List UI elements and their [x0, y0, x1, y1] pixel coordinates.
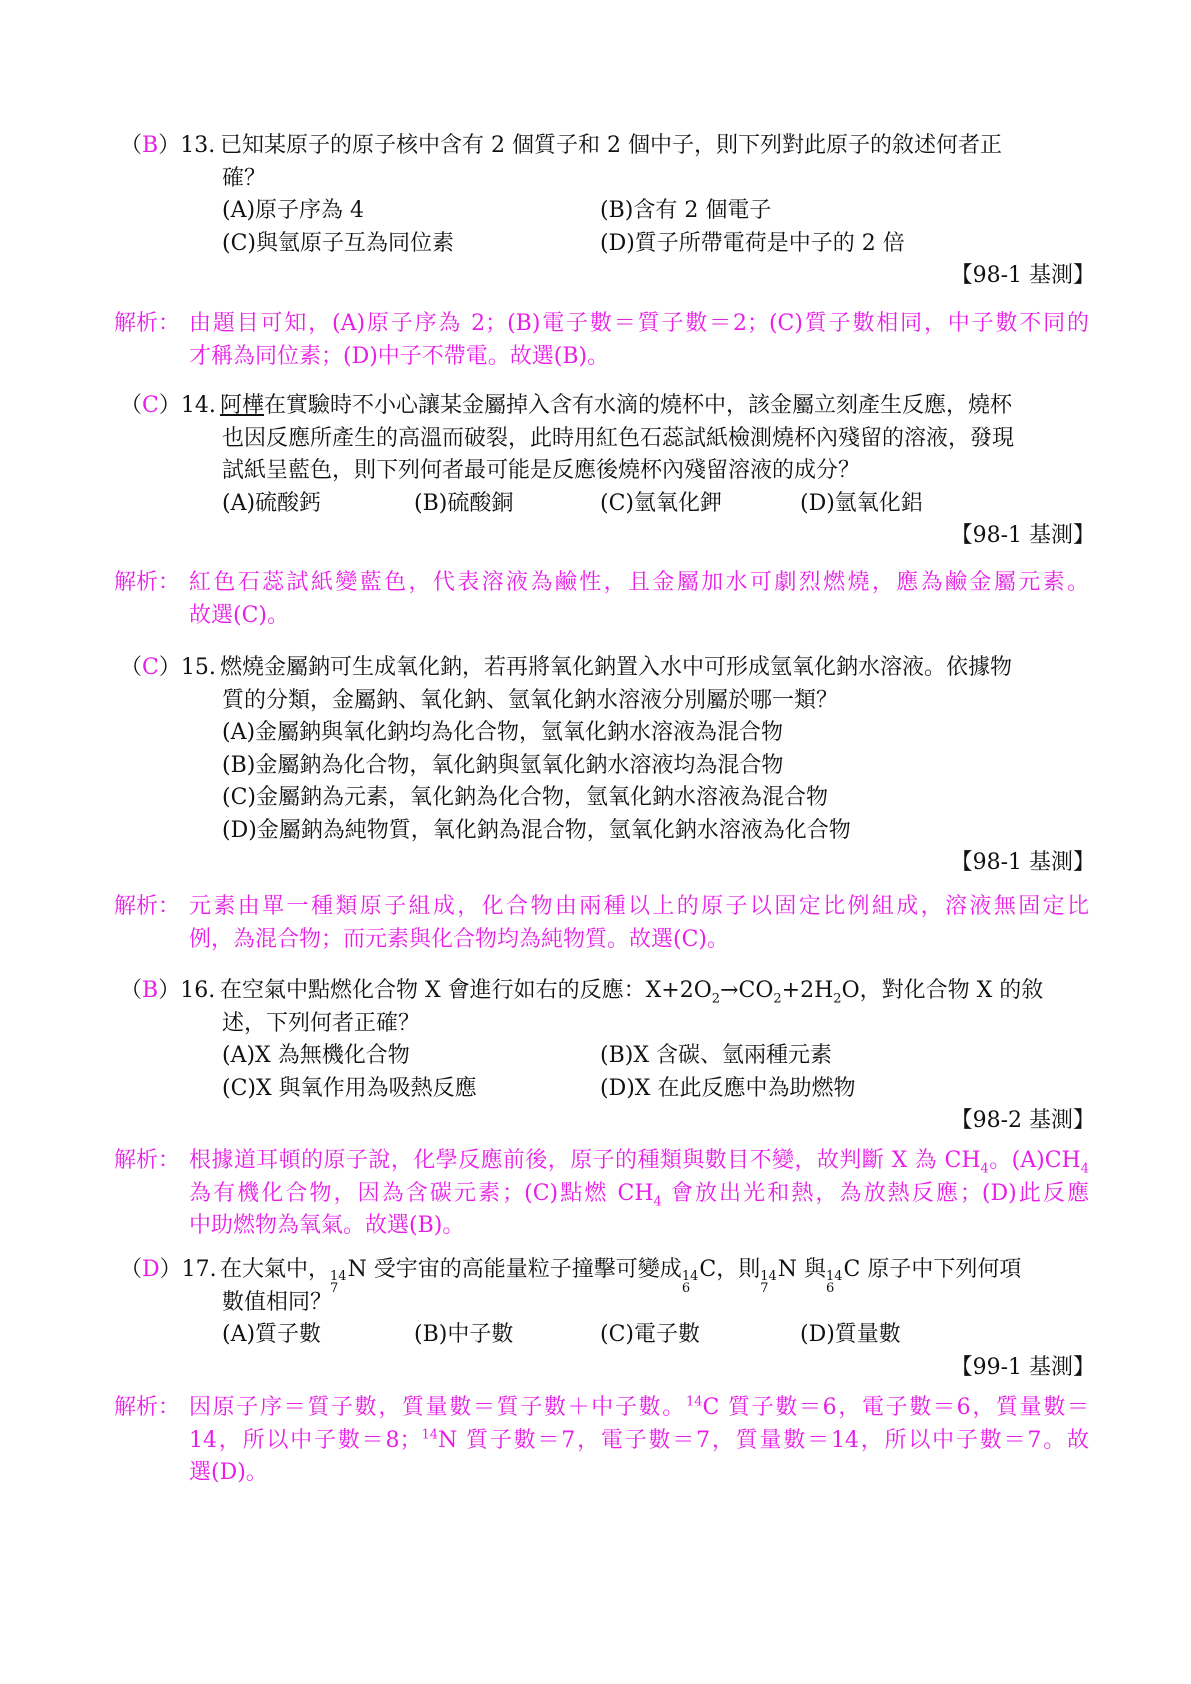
explanation-text	[189, 1457, 1089, 1490]
answer-paren: （C）15.	[120, 655, 216, 680]
text-run: N 質子數＝7，電子數＝7，質量數＝14，所以中子數＝7。故	[438, 1427, 1089, 1453]
explanation-line	[114, 1392, 1089, 1425]
text-run: 故選(C)。	[189, 602, 289, 628]
text-run: 為有機化合物，因為含碳元素；(C)點燃 CH	[189, 1180, 654, 1206]
explanation-line	[114, 924, 1089, 957]
question-number: 14.	[180, 393, 216, 418]
answer-paren: （B）13.	[120, 133, 216, 158]
explanation-text	[189, 567, 1089, 600]
mass-number: 14	[681, 1269, 699, 1284]
explanation-label: 解析：	[114, 894, 181, 919]
explanation-text	[189, 600, 1089, 633]
mass-number: 14	[760, 1269, 777, 1284]
exam-source: 【98-1 基測】	[950, 263, 1095, 288]
subscript: 4	[1080, 1161, 1089, 1177]
superscript: 14	[685, 1394, 703, 1410]
option-c: (C)X 與氧作用為吸熱反應	[222, 1075, 477, 1101]
text-run: 質的分類，金屬鈉、氧化鈉、氫氧化鈉水溶液分別屬於哪一類？	[222, 687, 839, 713]
explanation-label: 解析：	[114, 1395, 181, 1420]
question-number: 16.	[180, 978, 216, 1003]
option-b: (B)金屬鈉為化合物，氧化鈉與氫氧化鈉水溶液均為混合物	[222, 752, 784, 778]
answer-paren: （C）14.	[120, 393, 216, 418]
question-number: 13.	[180, 133, 216, 158]
text-run: 確？	[222, 165, 267, 191]
answer-letter: B	[142, 133, 159, 158]
atomic-number: 6	[826, 1281, 835, 1296]
answer-letter: D	[142, 1257, 160, 1282]
text-run: C 原子中下列何項	[843, 1257, 1022, 1282]
text-run: 根據道耳頓的原子說，化學反應前後，原子的種類與數目不變，故判斷 X 為 CH	[189, 1148, 981, 1173]
text-run: 才稱為同位素；(D)中子不帶電。故選(B)。	[189, 343, 610, 369]
option-d: (D)質子所帶電荷是中子的 2 倍	[600, 230, 905, 256]
question-block	[120, 975, 1095, 1138]
text-run: +2H	[781, 978, 834, 1003]
explanation-text	[189, 1392, 1089, 1425]
text-run: 在空氣中點燃化合物 X 會進行如右的反應：X+2O	[220, 978, 712, 1003]
question-line	[120, 455, 1095, 488]
explanation-text	[189, 308, 1089, 341]
explanation-line	[114, 1425, 1089, 1458]
question-line	[120, 1254, 1095, 1296]
explanation-label: 解析：	[114, 570, 181, 595]
text-run: C 質子數＝6，電子數＝6，質量數＝	[702, 1395, 1089, 1420]
option-b: (B)含有 2 個電子	[600, 198, 772, 223]
question-number: 17.	[181, 1257, 217, 1282]
explanation-line	[114, 1145, 1089, 1178]
explanation-text	[189, 891, 1089, 924]
option-d: (D)質量數	[800, 1322, 901, 1347]
explanation-block	[114, 567, 1089, 632]
text-run: N 受宇宙的高能量粒子撞擊可變成	[347, 1257, 682, 1282]
question-line	[120, 163, 1095, 196]
text-run: 14，所以中子數＝8；	[189, 1427, 422, 1453]
atomic-number: 6	[681, 1281, 691, 1296]
question-line	[120, 130, 1095, 163]
question-block	[120, 652, 1095, 880]
question-text	[220, 390, 1012, 423]
explanation-label: 解析：	[114, 311, 181, 336]
explanation-block	[114, 1145, 1089, 1243]
answer-letter: C	[142, 655, 159, 680]
options-row	[120, 1073, 1095, 1106]
atomic-number: 7	[330, 1281, 339, 1296]
text-run: 也因反應所產生的高溫而破裂，此時用紅色石蕊試紙檢測燒杯內殘留的溶液，發現	[222, 425, 1015, 451]
options-row	[120, 1319, 1095, 1352]
explanation-text	[189, 1210, 1089, 1243]
options-row	[120, 228, 1095, 261]
question-line	[120, 975, 1095, 1008]
option-b: (B)硫酸銅	[414, 490, 514, 516]
option-c: (C)電子數	[600, 1322, 700, 1347]
question-line	[120, 652, 1095, 685]
option-a: (A)質子數	[222, 1322, 322, 1347]
options-row	[120, 488, 1095, 521]
text-run: 燃燒金屬鈉可生成氧化鈉，若再將氧化鈉置入水中可形成氫氧化鈉水溶液。依據物	[220, 655, 1013, 680]
answer-letter: C	[142, 393, 159, 418]
explanation-text	[189, 1178, 1089, 1211]
mass-number: 14	[330, 1269, 347, 1284]
exam-source: 【99-1 基測】	[950, 1354, 1095, 1380]
question-line	[120, 1287, 1095, 1320]
text-run: 會放出光和熱，為放熱反應；(D)此反應	[661, 1180, 1089, 1206]
subscript: 2	[773, 991, 782, 1007]
question-block	[120, 390, 1095, 553]
question-text	[220, 130, 1002, 163]
text-run: C，則	[699, 1257, 761, 1282]
explanation-line	[114, 567, 1089, 600]
subscript: 4	[653, 1193, 662, 1209]
text-run: 中助燃物為氧氣。故選(B)。	[189, 1213, 465, 1238]
text-run: 在實驗時不小心讓某金屬掉入含有水滴的燒杯中，該金屬立刻產生反應，燒杯	[264, 393, 1013, 418]
text-run: 因原子序＝質子數，質量數＝質子數＋中子數。	[189, 1395, 686, 1420]
option-b: (B)X 含碳、氫兩種元素	[600, 1043, 832, 1068]
explanation-block	[114, 1392, 1089, 1490]
explanation-line	[114, 308, 1089, 341]
text-run: 試紙呈藍色，則下列何者最可能是反應後燒杯內殘留溶液的成分？	[222, 458, 861, 483]
option-b: (B)中子數	[414, 1322, 514, 1347]
text-run: O，對化合物 X 的敘	[841, 978, 1044, 1003]
explanation-label: 解析：	[114, 1148, 181, 1173]
options-row	[120, 195, 1095, 228]
mass-number: 14	[826, 1269, 843, 1284]
text-run: 例，為混合物；而元素與化合物均為純物質。故選(C)。	[189, 926, 730, 952]
question-line	[120, 685, 1095, 718]
option-c: (C)與氫原子互為同位素	[222, 230, 454, 256]
option-d: (D)金屬鈉為純物質，氧化鈉為混合物，氫氧化鈉水溶液為化合物	[222, 817, 851, 843]
text-run: 在大氣中，	[220, 1257, 331, 1282]
text-run: 選(D)。	[189, 1460, 268, 1485]
option-c: (C)金屬鈉為元素，氧化鈉為化合物，氫氧化鈉水溶液為混合物	[222, 785, 829, 810]
answer-paren: （D）17.	[120, 1257, 217, 1282]
answer-paren: （B）16.	[120, 978, 216, 1003]
question-text	[220, 1254, 1022, 1296]
exam-source: 【98-1 基測】	[950, 523, 1095, 548]
text-run: 由題目可知，(A)原子序為 2；(B)電子數＝質子數＝2；(C)質子數相同，中子數不同的	[189, 311, 1089, 336]
text-run: 已知某原子的原子核中含有 2 個質子和 2 個中子，則下列對此原子的敘述何者正	[220, 133, 1002, 158]
option-d: (D)氫氧化鋁	[800, 490, 923, 516]
text-run: 述，下列何者正確？	[222, 1010, 421, 1036]
explanation-text	[189, 341, 1089, 374]
text-run: 數值相同？	[222, 1289, 333, 1315]
question-number: 15.	[180, 655, 216, 680]
question-block	[120, 1254, 1095, 1384]
options-row	[120, 1040, 1095, 1073]
question-text	[220, 652, 1012, 685]
option-a: (A)金屬鈉與氧化鈉均為化合物，氫氧化鈉水溶液為混合物	[222, 720, 784, 745]
explanation-line	[114, 1178, 1089, 1211]
text-run: 紅色石蕊試紙變藍色，代表溶液為鹼性，且金屬加水可劇烈燃燒，應為鹼金屬元素。	[189, 570, 1089, 595]
subscript: 4	[980, 1161, 989, 1177]
exam-source: 【98-1 基測】	[950, 850, 1095, 875]
text-run: N 與	[777, 1257, 826, 1282]
question-line	[120, 390, 1095, 423]
question-block	[120, 130, 1095, 293]
explanation-block	[114, 891, 1089, 956]
text-run: 。(A)CH	[988, 1148, 1081, 1173]
explanation-line	[114, 341, 1089, 374]
question-text	[220, 975, 1043, 1008]
exam-source: 【98-2 基測】	[950, 1108, 1095, 1133]
explanation-line	[114, 1210, 1089, 1243]
explanation-text	[189, 924, 1089, 957]
option-d: (D)X 在此反應中為助燃物	[600, 1075, 856, 1101]
text-run: →CO	[720, 978, 774, 1003]
atomic-number: 7	[760, 1281, 769, 1296]
answer-letter: B	[142, 978, 159, 1003]
explanation-block	[114, 308, 1089, 373]
subscript: 2	[711, 991, 721, 1007]
explanation-text	[189, 1145, 1089, 1178]
option-c: (C)氫氧化鉀	[600, 490, 722, 516]
option-a: (A)硫酸鈣	[222, 490, 322, 516]
question-line	[120, 423, 1095, 456]
underlined-name: 阿樺	[220, 393, 265, 418]
explanation-line	[114, 1457, 1089, 1490]
option-a: (A)X 為無機化合物	[222, 1043, 410, 1068]
explanation-line	[114, 600, 1089, 633]
explanation-text	[189, 1425, 1089, 1458]
text-run: 元素由單一種類原子組成，化合物由兩種以上的原子以固定比例組成，溶液無固定比	[189, 894, 1089, 919]
question-line	[120, 1008, 1095, 1041]
option-a: (A)原子序為 4	[222, 198, 365, 223]
superscript: 14	[421, 1427, 438, 1443]
subscript: 2	[833, 991, 842, 1007]
explanation-line	[114, 891, 1089, 924]
